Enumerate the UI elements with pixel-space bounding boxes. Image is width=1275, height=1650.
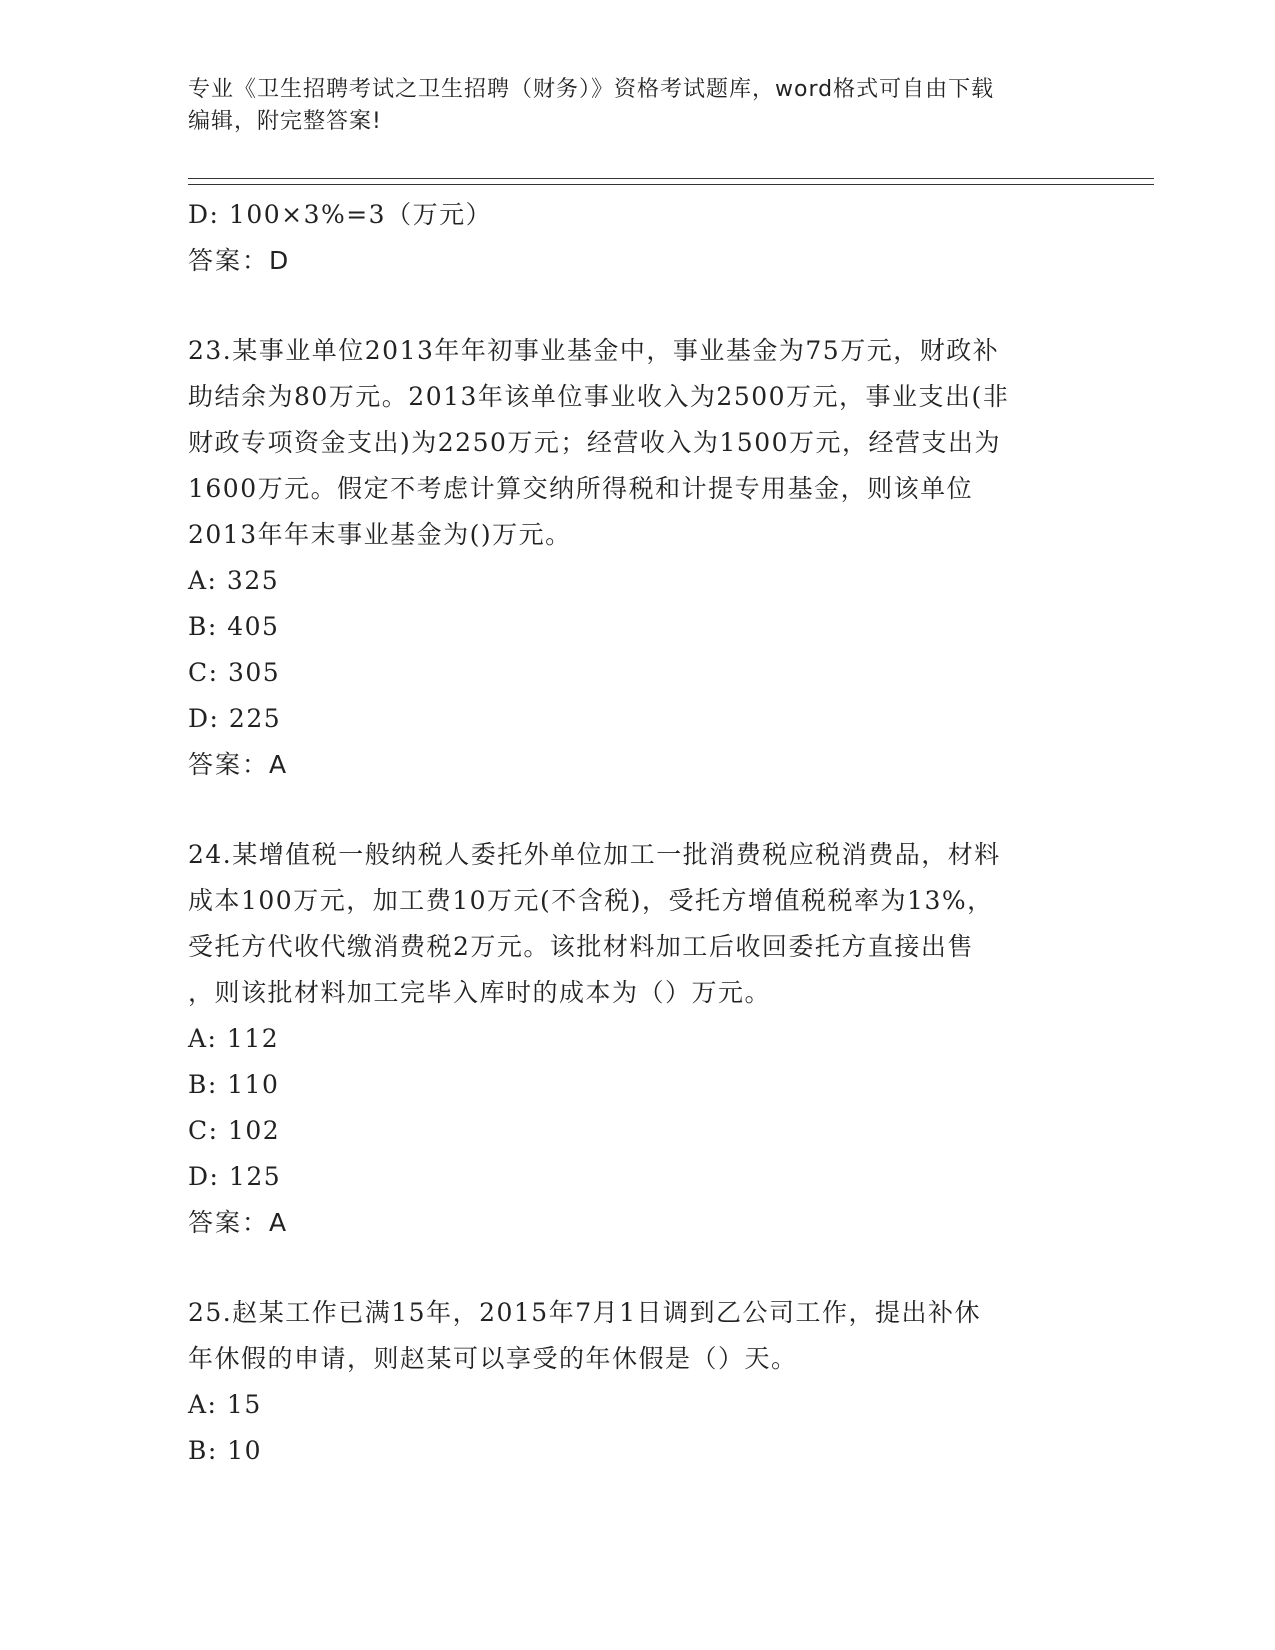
question-text-line: ，则该批材料加工完毕入库时的成本为（）万元。: [188, 978, 772, 1007]
question-text-line: 24.某增值税一般纳税人委托外单位加工一批消费税应税消费品，材料: [188, 840, 1001, 869]
option-a: A: 15: [188, 1390, 262, 1419]
question-25: [188, 1290, 1088, 1474]
question-text-line: 受托方代收代缴消费税2万元。该批材料加工后收回委托方直接出售: [188, 932, 974, 961]
question-text-line: 年休假的申请，则赵某可以享受的年休假是（）天。: [188, 1344, 798, 1373]
header-line-1: 专业《卫生招聘考试之卫生招聘（财务）》资格考试题库，word格式可自由下载: [188, 77, 995, 102]
header-line-2: 编辑，附完整答案!: [188, 109, 382, 134]
option-a: A: 325: [188, 566, 280, 595]
question-text-line: 2013年年末事业基金为()万元。: [188, 520, 572, 549]
spacer: [188, 284, 1088, 328]
option-b: B: 10: [188, 1436, 263, 1465]
answer: 答案：A: [188, 750, 289, 779]
option-d: D: 125: [188, 1162, 282, 1191]
question-text-line: 23.某事业单位2013年年初事业基金中，事业基金为75万元，财政补: [188, 336, 1000, 365]
option-b: B: 110: [188, 1070, 280, 1099]
question-24: [188, 832, 1088, 1246]
question-text-line: 财政专项资金支出)为2250万元；经营收入为1500万元，经营支出为: [188, 428, 1002, 457]
header-divider-top: [188, 178, 1154, 179]
question-text-line: 成本100万元，加工费10万元(不含税)，受托方增值税税率为13%，: [188, 886, 994, 915]
prev-answer: 答案：D: [188, 246, 291, 275]
option-c: C: 305: [188, 658, 281, 687]
spacer: [188, 788, 1088, 832]
question-23: [188, 328, 1088, 788]
prev-option-d: D: 100×3%=3（万元）: [188, 200, 493, 229]
option-c: C: 102: [188, 1116, 281, 1145]
question-text-line: 助结余为80万元。2013年该单位事业收入为2500万元，事业支出(非: [188, 382, 1010, 411]
question-text-line: 1600万元。假定不考虑计算交纳所得税和计提专用基金，则该单位: [188, 474, 974, 503]
option-d: D: 225: [188, 704, 282, 733]
spacer: [188, 1246, 1088, 1290]
header-divider-bottom: [188, 184, 1154, 185]
option-a: A: 112: [188, 1024, 280, 1053]
option-b: B: 405: [188, 612, 280, 641]
answer: 答案：A: [188, 1208, 289, 1237]
question-text-line: 25.赵某工作已满15年，2015年7月1日调到乙公司工作，提出补休: [188, 1298, 982, 1327]
document-body: [188, 192, 1088, 1474]
document-header: [188, 74, 1088, 138]
